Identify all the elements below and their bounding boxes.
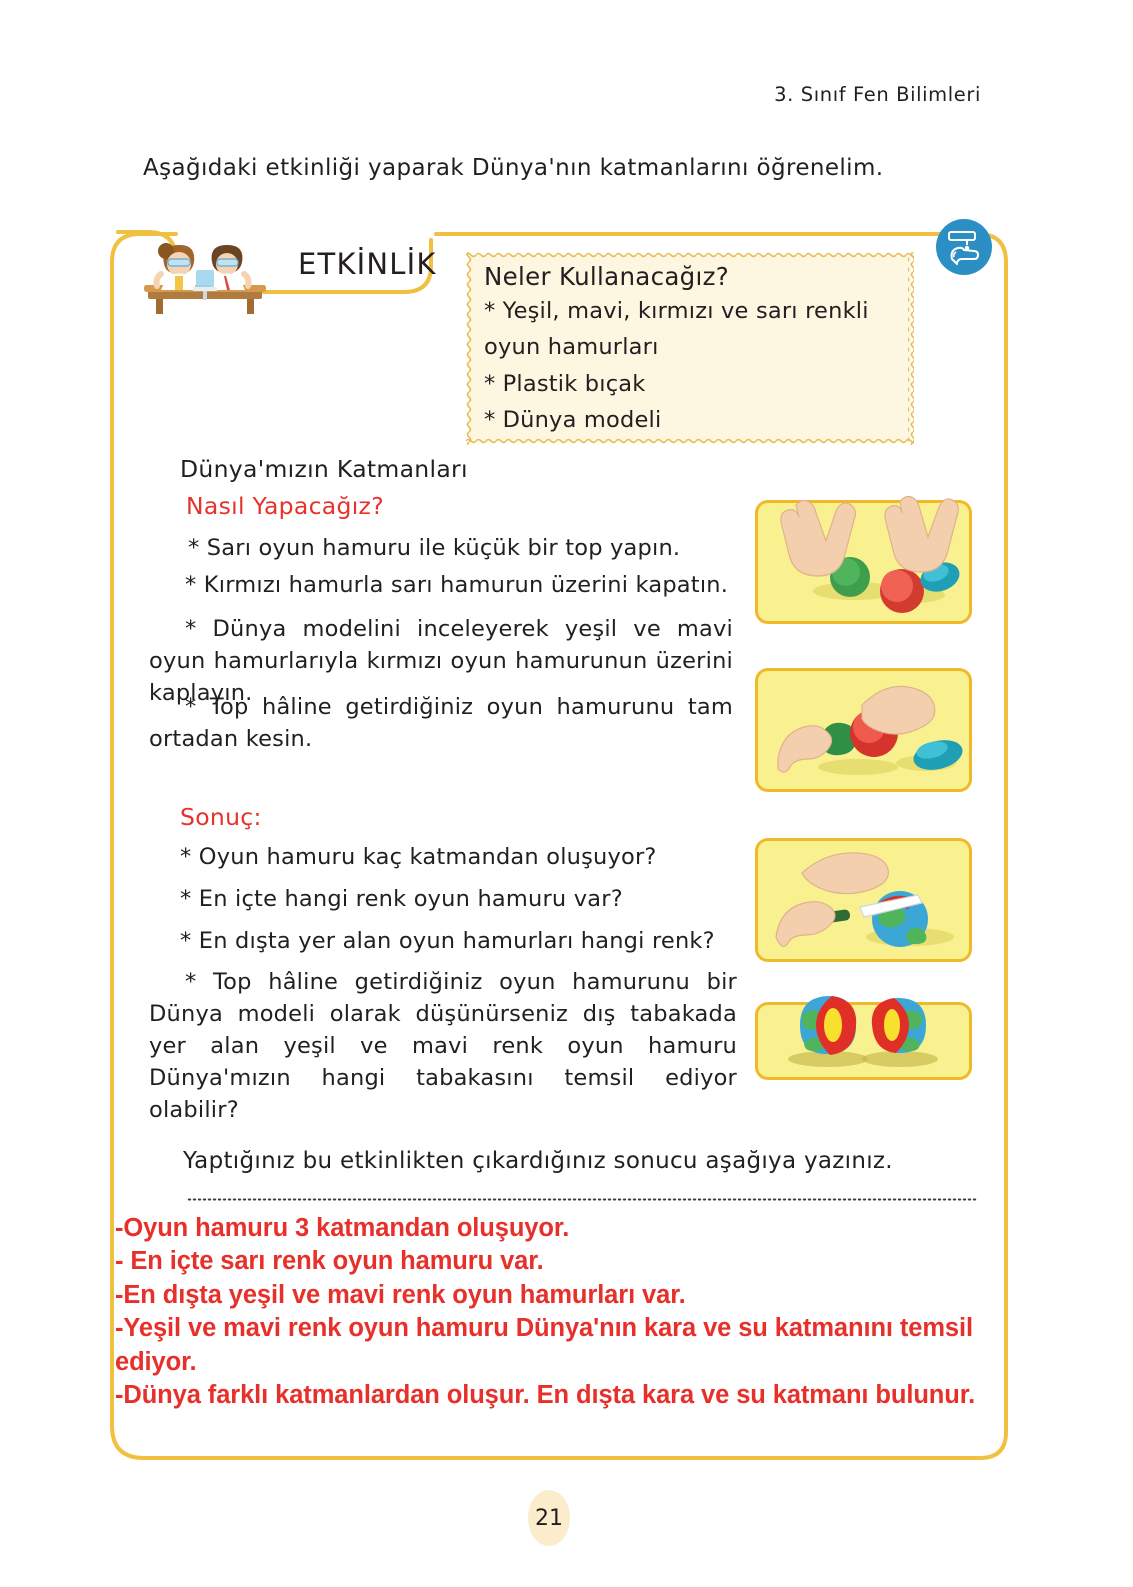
bullet-asterisk: * <box>484 370 496 397</box>
earth-model-halves-photo <box>755 1002 972 1080</box>
result-question: * En içte hangi renk oyun hamuru var? <box>180 886 623 912</box>
how-step: * Top hâline getirdiğiniz oyun hamurunu tam ortadan kesin. <box>149 694 733 752</box>
answer-line: - En içte sarı renk oyun hamuru var. <box>115 1247 544 1276</box>
page-number <box>528 1490 570 1546</box>
kneading-green-dough-photo <box>755 500 972 624</box>
how-title: Nasıl Yapacağız? <box>186 492 384 520</box>
how-step: * Kırmızı hamurla sarı hamurun üzerini kapatın. <box>185 572 729 598</box>
wash-hands-icon <box>936 219 992 275</box>
answer-line: -Yeşil ve mavi renk oyun hamuru Dünya'nın kara ve su katmanını temsil ediyor. <box>115 1314 973 1376</box>
cutting-earth-model-photo <box>755 838 972 962</box>
result-question: * Oyun hamuru kaç katmandan oluşuyor? <box>180 844 657 870</box>
answer-line: -Dünya farklı katmanlardan oluşur. En dışta kara ve su katmanı bulunur. <box>115 1380 976 1409</box>
two-children-lab-illustration <box>134 224 276 320</box>
result-title: Sonuç: <box>180 803 262 831</box>
materials-content <box>484 262 898 439</box>
materials-item-text: Dünya modeli <box>502 407 662 434</box>
materials-box <box>466 252 914 445</box>
materials-item <box>484 402 898 438</box>
page-number-text: 21 <box>535 1505 563 1531</box>
answer-line: -Oyun hamuru 3 katmandan oluşuyor. <box>115 1214 570 1242</box>
result-question: * En dışta yer alan oyun hamurları hangi renk? <box>180 928 715 954</box>
result-question: * Top hâline getirdiğiniz oyun hamurunu bir Dünya modeli olarak düşünürseniz dış tabakada yer alan yeşil ve mavi renk oyun hamuru Dünya'mızın hangi tabakasını temsil ediyor olabilir? <box>149 969 737 1123</box>
intro-sentence: Aşağıdaki etkinliği yaparak Dünya'nın katmanlarını öğrenelim. <box>143 155 884 181</box>
topic-title: Dünya'mızın Katmanları <box>180 455 468 483</box>
student-answers <box>115 1212 1015 1412</box>
materials-item-text: Yeşil, mavi, kırmızı ve sarı renkli oyun hamurları <box>484 298 869 361</box>
answer-line: -En dışta yeşil ve mavi renk oyun hamurları var. <box>115 1280 686 1309</box>
materials-item <box>484 293 898 366</box>
bullet-asterisk: * <box>484 407 496 434</box>
covering-with-red-dough-photo <box>755 668 972 792</box>
materials-title: Neler Kullanacağız? <box>484 262 730 291</box>
activity-tab-label: ETKİNLİK <box>298 247 437 281</box>
answer-dotted-rule <box>187 1198 977 1201</box>
running-head: 3. Sınıf Fen Bilimleri <box>774 83 981 106</box>
materials-item <box>484 366 898 402</box>
materials-item-text: Plastik bıçak <box>502 370 646 397</box>
how-step: * Dünya modelini inceleyerek yeşil ve mavi oyun hamurlarıyla kırmızı oyun hamurunun üzerini kaplayın. <box>149 616 733 706</box>
how-step: * Sarı oyun hamuru ile küçük bir top yapın. <box>188 535 681 561</box>
write-prompt: Yaptığınız bu etkinlikten çıkardığınız sonucu aşağıya yazınız. <box>183 1148 893 1174</box>
bullet-asterisk: * <box>484 298 496 324</box>
